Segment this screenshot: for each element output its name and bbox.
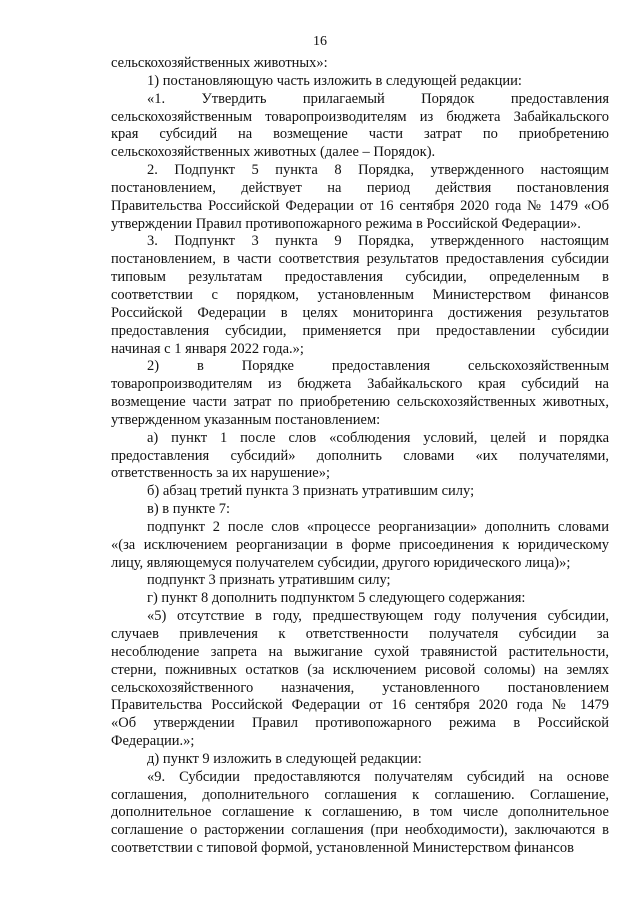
paragraph-line: соответствии с типовой формой, установленной Министерством финансов: [111, 840, 574, 857]
paragraph-line: несоблюдение запрета на выжигание сухой травянистой растительности,: [111, 643, 609, 660]
paragraph-line: подпункт 2 после слов «процессе реорганизации» дополнить словами: [147, 518, 609, 535]
paragraph-line: типовым результатам предоставления субсидии, определенным в: [111, 269, 609, 286]
paragraph-line: в) в пункте 7:: [147, 501, 231, 518]
paragraph-line: а) пункт 1 после слов «соблюдения условий, целей и порядка: [147, 429, 609, 446]
paragraph-line: 2. Подпункт 5 пункта 8 Порядка, утвержденного настоящим: [147, 162, 609, 179]
paragraph-line: постановлением, в части соответствия результатов предоставления субсидии: [111, 251, 609, 268]
paragraph-line: постановлением, действует на период действия постановления: [111, 179, 609, 196]
paragraph-line: лицу, являющемуся получателем субсидии, другого юридического лица)»;: [111, 554, 571, 571]
paragraph-line: Российской Федерации в целях мониторинга достижения результатов: [111, 304, 609, 321]
paragraph-line: сельскохозяйственного назначения, установленного постановлением: [111, 679, 609, 696]
paragraph-line: Правительства Российской Федерации от 16 сентября 2020 года № 1479 «Об: [111, 197, 609, 214]
paragraph-line: 3. Подпункт 3 пункта 9 Порядка, утвержденного настоящим: [147, 233, 609, 250]
paragraph-line: соглашения, дополнительного соглашения к соглашению. Соглашение,: [111, 786, 609, 803]
paragraph-line: д) пункт 9 изложить в следующей редакции:: [147, 750, 422, 767]
paragraph-line: «9. Субсидии предоставляются получателям субсидий на основе: [147, 768, 609, 785]
paragraph-line: сельскохозяйственным товаропроизводителям из бюджета Забайкальского: [111, 108, 609, 125]
paragraph-line: Правительства Российской Федерации от 16 сентября 2020 года № 1479: [111, 697, 609, 714]
paragraph-line: утвержденном указанным постановлением:: [111, 411, 381, 428]
paragraph-line: ответственность за их нарушение»;: [111, 465, 330, 482]
paragraph-line: соглашение о расторжении соглашения (при необходимости), заключаются в: [111, 822, 609, 839]
paragraph-line: г) пункт 8 дополнить подпунктом 5 следующего содержания:: [147, 590, 526, 607]
paragraph-line: случаев привлечения к ответственности получателя субсидии за: [111, 626, 609, 642]
paragraph-line: «1. Утвердить прилагаемый Порядок предоставления: [147, 90, 609, 107]
paragraph-line: утверждении Правил противопожарного режима в Российской Федерации».: [111, 215, 581, 232]
paragraph-line: сельскохозяйственных животных»:: [111, 55, 328, 71]
page-number: 16: [313, 34, 327, 49]
paragraph-line: предоставления субсидии, применяется при предоставлении субсидии: [111, 322, 609, 339]
paragraph-line: соответствии с порядком, установленным Министерством финансов: [111, 286, 609, 303]
paragraph-line: края субсидий на возмещение части затрат по приобретению: [111, 126, 609, 143]
paragraph-line: 2) в Порядке предоставления сельскохозяйственным: [147, 358, 609, 375]
paragraph-line: подпункт 3 признать утратившим силу;: [147, 572, 391, 589]
paragraph-line: 1) постановляющую часть изложить в следующей редакции:: [147, 72, 522, 89]
paragraph-line: Федерации.»;: [111, 733, 195, 750]
paragraph-line: «Об утверждении Правил противопожарного режима в Российской: [111, 715, 609, 732]
paragraph-line: товаропроизводителям из бюджета Забайкальского края субсидий на: [111, 376, 609, 393]
paragraph-line: дополнительное соглашение к соглашению, в том числе дополнительное: [111, 804, 609, 821]
paragraph-line: б) абзац третий пункта 3 признать утратившим силу;: [147, 483, 475, 500]
paragraph-line: сельскохозяйственных животных (далее – Порядок).: [111, 144, 436, 161]
paragraph-line: «5) отсутствие в году, предшествующем году получения субсидии,: [147, 608, 609, 625]
paragraph-line: стерни, пожнивных остатков (за исключением рисовой соломы) на землях: [111, 661, 609, 678]
paragraph-line: «(за исключением реорганизации в форме присоединения к юридическому: [111, 536, 609, 553]
paragraph-line: возмещение части затрат по приобретению сельскохозяйственных животных,: [111, 394, 609, 411]
paragraph-line: предоставления субсидий» дополнить словами «их получателями,: [111, 447, 609, 464]
paragraph-line: начиная с 1 января 2022 года.»;: [111, 340, 304, 357]
document-body: [111, 55, 609, 858]
